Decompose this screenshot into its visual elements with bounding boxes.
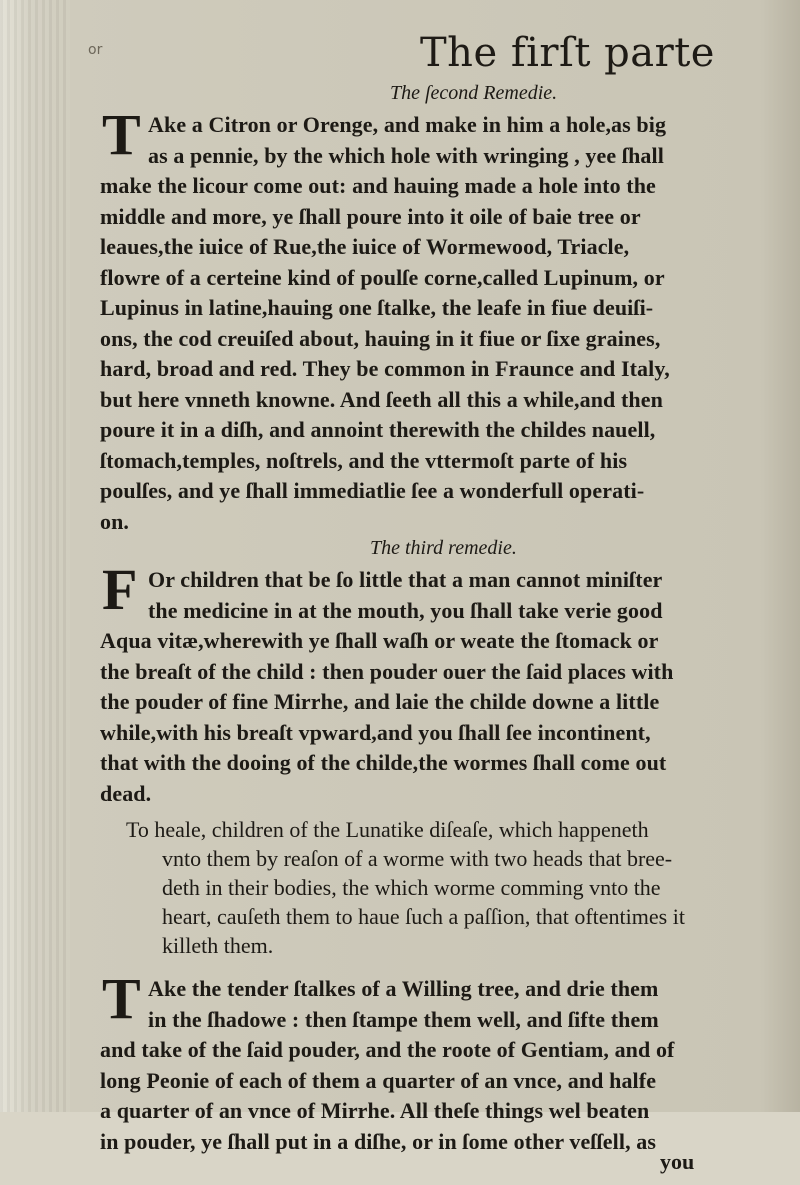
text-line: the breaſt of the child : then pouder ouer the ſaid places with: [100, 658, 674, 684]
text-line: a quarter of an vnce of Mirrhe. All theſe things wel beaten: [100, 1098, 650, 1123]
text-line: leaues,the iuice of Rue,the iuice of Wormewood, Triacle,: [100, 234, 630, 259]
text-line: Aqua vitæ,wherewith ye ſhall waſh or weate the ſtomack or: [100, 628, 659, 653]
text-line: as a pennie, by the which hole with wringing , yee ſhall: [148, 142, 664, 168]
text-line: but here vnneth knowne. And ſeeth all this a while,and then: [100, 386, 663, 412]
page-header: [70, 20, 760, 90]
text-line: make the licour come out: and hauing made a hole into the: [100, 173, 656, 198]
text-line: the medicine in at the mouth, you ſhall take verie good: [148, 597, 663, 623]
text-line: dead.: [100, 780, 152, 806]
text-line: hard, broad and red. They be common in Fraunce and Italy,: [100, 356, 670, 381]
text-line: the pouder of fine Mirrhe, and laie the childe downe a little: [100, 689, 660, 714]
section-title-second-remedie: The ſecond Remedie.: [390, 82, 558, 104]
text-line: flowre of a certeine kind of poulſe corne,called Lupinum, or: [100, 264, 665, 290]
dropcap: T: [102, 102, 141, 167]
roman-text-line: vnto them by reaſon of a worme with two heads that bree-: [162, 846, 673, 871]
book-gutter: [0, 0, 70, 1112]
text-line: in the ſhadowe : then ſtampe them well, and ſifte them: [148, 1006, 659, 1032]
text-line: ſtomach,temples, noſtrels, and the vttermoſt parte of his: [100, 447, 628, 473]
text-line: long Peonie of each of them a quarter of an vnce, and halfe: [100, 1067, 657, 1093]
roman-text-line: killeth them.: [162, 933, 274, 958]
text-line: Lupinus in latine,hauing one ſtalke, the leafe in fiue deuiſi-: [100, 295, 654, 320]
text-line: while,with his breaſt vpward,and you ſhall ſee incontinent,: [100, 719, 651, 745]
text-line: Ake the tender ſtalkes of a Willing tree, and drie them: [148, 976, 659, 1001]
text-line: that with the dooing of the childe,the wormes ſhall come out: [100, 750, 667, 775]
section-title-third-remedie: The third remedie.: [370, 537, 517, 559]
text-line: poulſes, and ye ſhall immediatlie ſee a wonderfull operati-: [100, 478, 645, 503]
text-line: poure it in a diſh, and annoint therewith the childes nauell,: [100, 417, 656, 442]
text-line: ons, the cod creuiſed about, hauing in it fiue or ſixe graines,: [100, 325, 661, 351]
text-line: Ake a Citron or Orenge, and make in him a hole,as big: [148, 112, 667, 137]
roman-text-line: deth in their bodies, the which worme comming vnto the: [162, 875, 661, 900]
text-line: and take of the ſaid pouder, and the roote of Gentiam, and of: [100, 1037, 675, 1062]
text-line: Or children that be ſo little that a man cannot miniſter: [148, 567, 663, 592]
running-head: The firſt parte: [420, 30, 715, 76]
roman-text-line: heart, cauſeth them to haue ſuch a paſſion, that oftentimes it: [162, 904, 685, 929]
catchword: you: [660, 1149, 695, 1174]
text-line: on.: [100, 508, 130, 534]
roman-text-line: To heale, children of the Lunatike diſeaſe, which happeneth: [126, 817, 649, 842]
text-line: in pouder, ye ſhall put in a diſhe, or in ſome other veſſell, as: [100, 1128, 657, 1154]
text-line: middle and more, ye ſhall poure into it oile of baie tree or: [100, 203, 641, 229]
dropcap: F: [102, 557, 138, 622]
dropcap: T: [102, 966, 141, 1031]
book-page: [70, 20, 760, 1185]
page-marker: or: [88, 42, 103, 58]
